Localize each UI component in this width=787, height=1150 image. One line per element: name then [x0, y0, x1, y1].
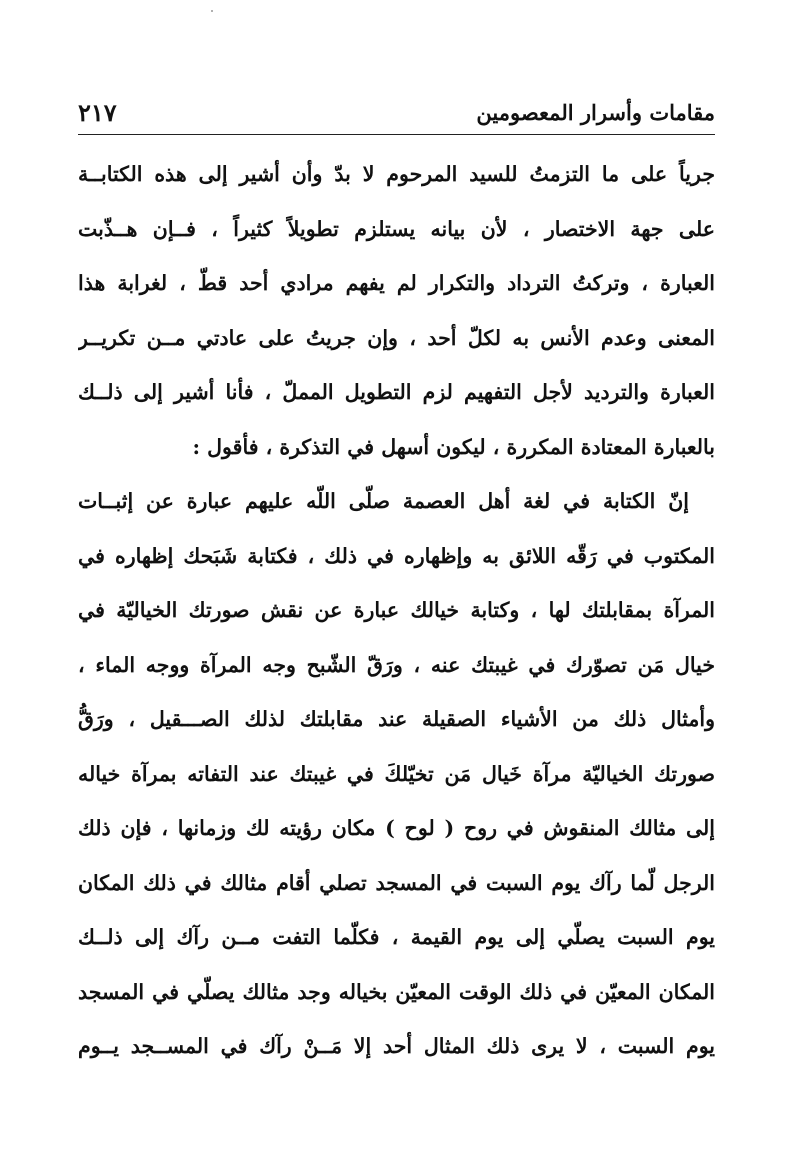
text-line: إنّ الكتابة في لغة أهل العصمة صلّى اللّه عليهم عبارة عن إثبــات: [78, 489, 689, 513]
text-line: المكان المعيّن في ذلك الوقت المعيّن بخياله وجد مثالك يصلّي في المسجد: [78, 979, 715, 1004]
text-line: يوم السبت ، لا يرى ذلك المثال أحد إلا مَــنْ رآك في المســجد يــوم: [78, 1034, 715, 1058]
text-line: المعنى وعدم الأنس به لكلّ أحد ، وإن جريتُ على عادتي مــن تكريــر: [78, 325, 715, 350]
text-line: جرياً على ما التزمتُ للسيد المرحوم لا بدّ وأن أشير إلى هذه الكتابــة: [78, 162, 715, 186]
text-line: العبارة ، وتركتُ الترداد والتكرار لم يفهم مرادي أحد قطّ ، لغرابة هذا: [78, 271, 715, 295]
running-title: مقامات وأسرار المعصومين: [476, 99, 715, 125]
text-line: صورتك الخياليّة مرآة خَيال مَن تخيّلكَ في غيبتك عند التفاته بمرآة خياله: [78, 761, 715, 786]
text-line: خيال مَن تصوّرك في غيبتك عنه ، ورَقّ الشّبح وجه المرآة ووجه الماء ،: [78, 652, 715, 677]
text-line: العبارة والترديد لأجل التفهيم لزم التطويل المملّ ، فأنا أشير إلى ذلــك: [78, 380, 715, 404]
text-line: الرجل لّما رآك يوم السبت في المسجد تصلي أقام مثالك في ذلك المكان: [78, 870, 715, 895]
text-line: المرآة بمقابلتك لها ، وكتابة خيالك عبارة عن نقش صورتك الخياليّة في: [78, 598, 715, 622]
text-line: المكتوب في رَقّه اللائق به وإظهاره في ذلك ، فكتابة شَبَحك إظهاره في: [78, 543, 715, 568]
page-header: [78, 92, 715, 132]
scan-speck: [211, 10, 213, 12]
text-line: إلى مثالك المنقوش في روح ( لوح ) مكان رؤيته لك وزمانها ، فإن ذلك: [78, 816, 715, 840]
text-line: وأمثال ذلك من الأشياء الصقيلة عند مقابلتك لذلك الصـــقيل ، ورَقُّ: [78, 707, 715, 731]
text-line: بالعبارة المعتادة المكررة ، ليكون أسهل في التذكرة ، فأقول :: [192, 434, 715, 459]
page-number: ٢١٧: [78, 97, 117, 127]
body-text: [78, 147, 715, 1074]
text-line: على جهة الاختصار ، لأن بيانه يستلزم تطويلاً كثيراً ، فــإن هــذّبت: [78, 216, 715, 241]
text-line: يوم السبت يصلّي إلى يوم القيمة ، فكلّما التفت مــن رآك إلى ذلــك: [78, 925, 715, 949]
header-rule: [78, 134, 715, 135]
